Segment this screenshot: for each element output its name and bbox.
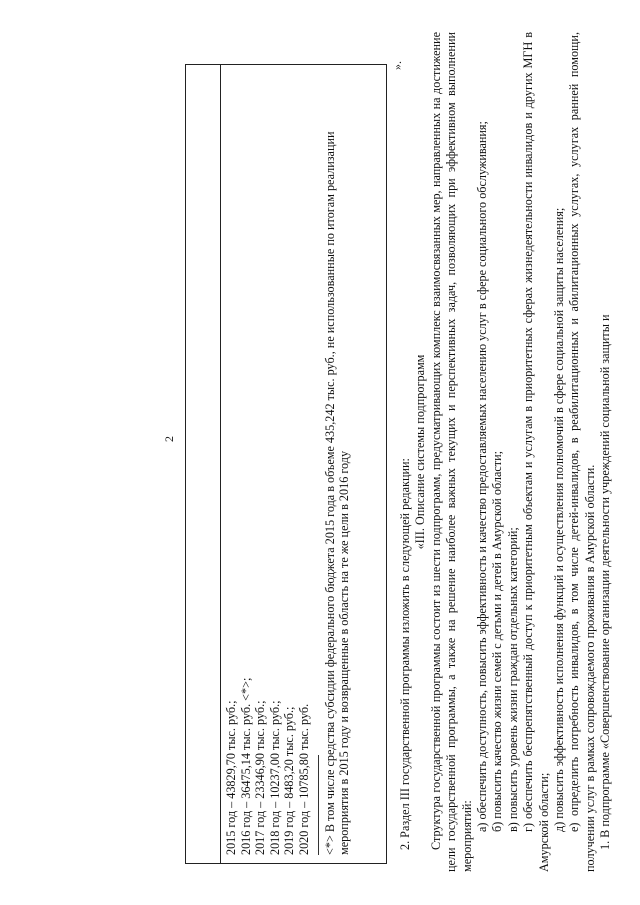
footnote-rule: [318, 755, 319, 855]
section-title: «III. Описание системы подпрограмм: [413, 354, 428, 550]
funding-line: 2017 год – 23346,90 тыс. руб.;: [253, 700, 268, 855]
list-item: а) обеспечить доступность, повысить эффективность и качество предоставляемых населению услуг в сфере социального обслуживания;: [475, 121, 490, 832]
paragraph-section-heading: 2. Раздел III государственной программы изложить в следующей редакции:: [398, 458, 412, 850]
rotated-content: [70, 22, 613, 882]
paragraph-structure: Структура государственной программы состоит из шести подпрограмм, предусматривающих комплекс взаимосвязанных мер, направленных на достижение цели государственной программы, а также на решение наиболее важных текущих и перспективных задач, позволяющих при эффективном выполнении мероприятий:: [428, 32, 474, 872]
list-item: д) повысить эффективность исполнения функций и осуществления полномочий в сфере социальной защиты населения;: [552, 207, 567, 832]
list-item: г) обеспечить беспрепятственный доступ к приоритетным объектам и услугам в приоритетных сферах жизнедеятельности инвалидов и других МГН в Амурской области;: [521, 32, 551, 872]
closing-quote: ».: [390, 61, 404, 70]
funding-line: 2019 год – 8483,20 тыс. руб.;: [282, 706, 297, 855]
funding-line: 2016 год – 36475,14 тыс. руб. <*>;: [238, 677, 253, 855]
table-row-divider: [220, 65, 221, 863]
list-item: в) повысить уровень жизни граждан отдельных категорий;: [505, 527, 520, 832]
funding-table: [185, 64, 387, 864]
page-number: 2: [162, 436, 176, 442]
funding-cell: [224, 73, 352, 855]
funding-line: 2020 год – 10785,80 тыс. руб.: [296, 703, 311, 855]
body-text: [398, 32, 614, 872]
paragraph-amendment: 1. В подпрограмме «Совершенствование организации деятельности учреждений социальной защиты и: [598, 314, 613, 850]
footnote: <*> В том числе средства субсидии федерального бюджета 2015 года в объеме 435,242 тыс. руб., не использованные по итогам реализации мероприятия в 2015 году и возвращенные в область на те же цели в 2016 году: [322, 131, 352, 855]
funding-line: 2018 год – 10237,00 тыс. руб.;: [267, 700, 282, 855]
funding-line: 2015 год – 43829,70 тыс. руб.;: [224, 700, 238, 855]
list-item: б) повысить качество жизни семей с детьми и детей в Амурской области;: [490, 450, 505, 832]
list-item: е) определить потребность инвалидов, в том числе детей-инвалидов, в реабилитационных и абилитационных услугах, услугах ранней помощи, получении услуг в рамках сопровождаемого проживания в Амурской области.: [567, 32, 597, 872]
